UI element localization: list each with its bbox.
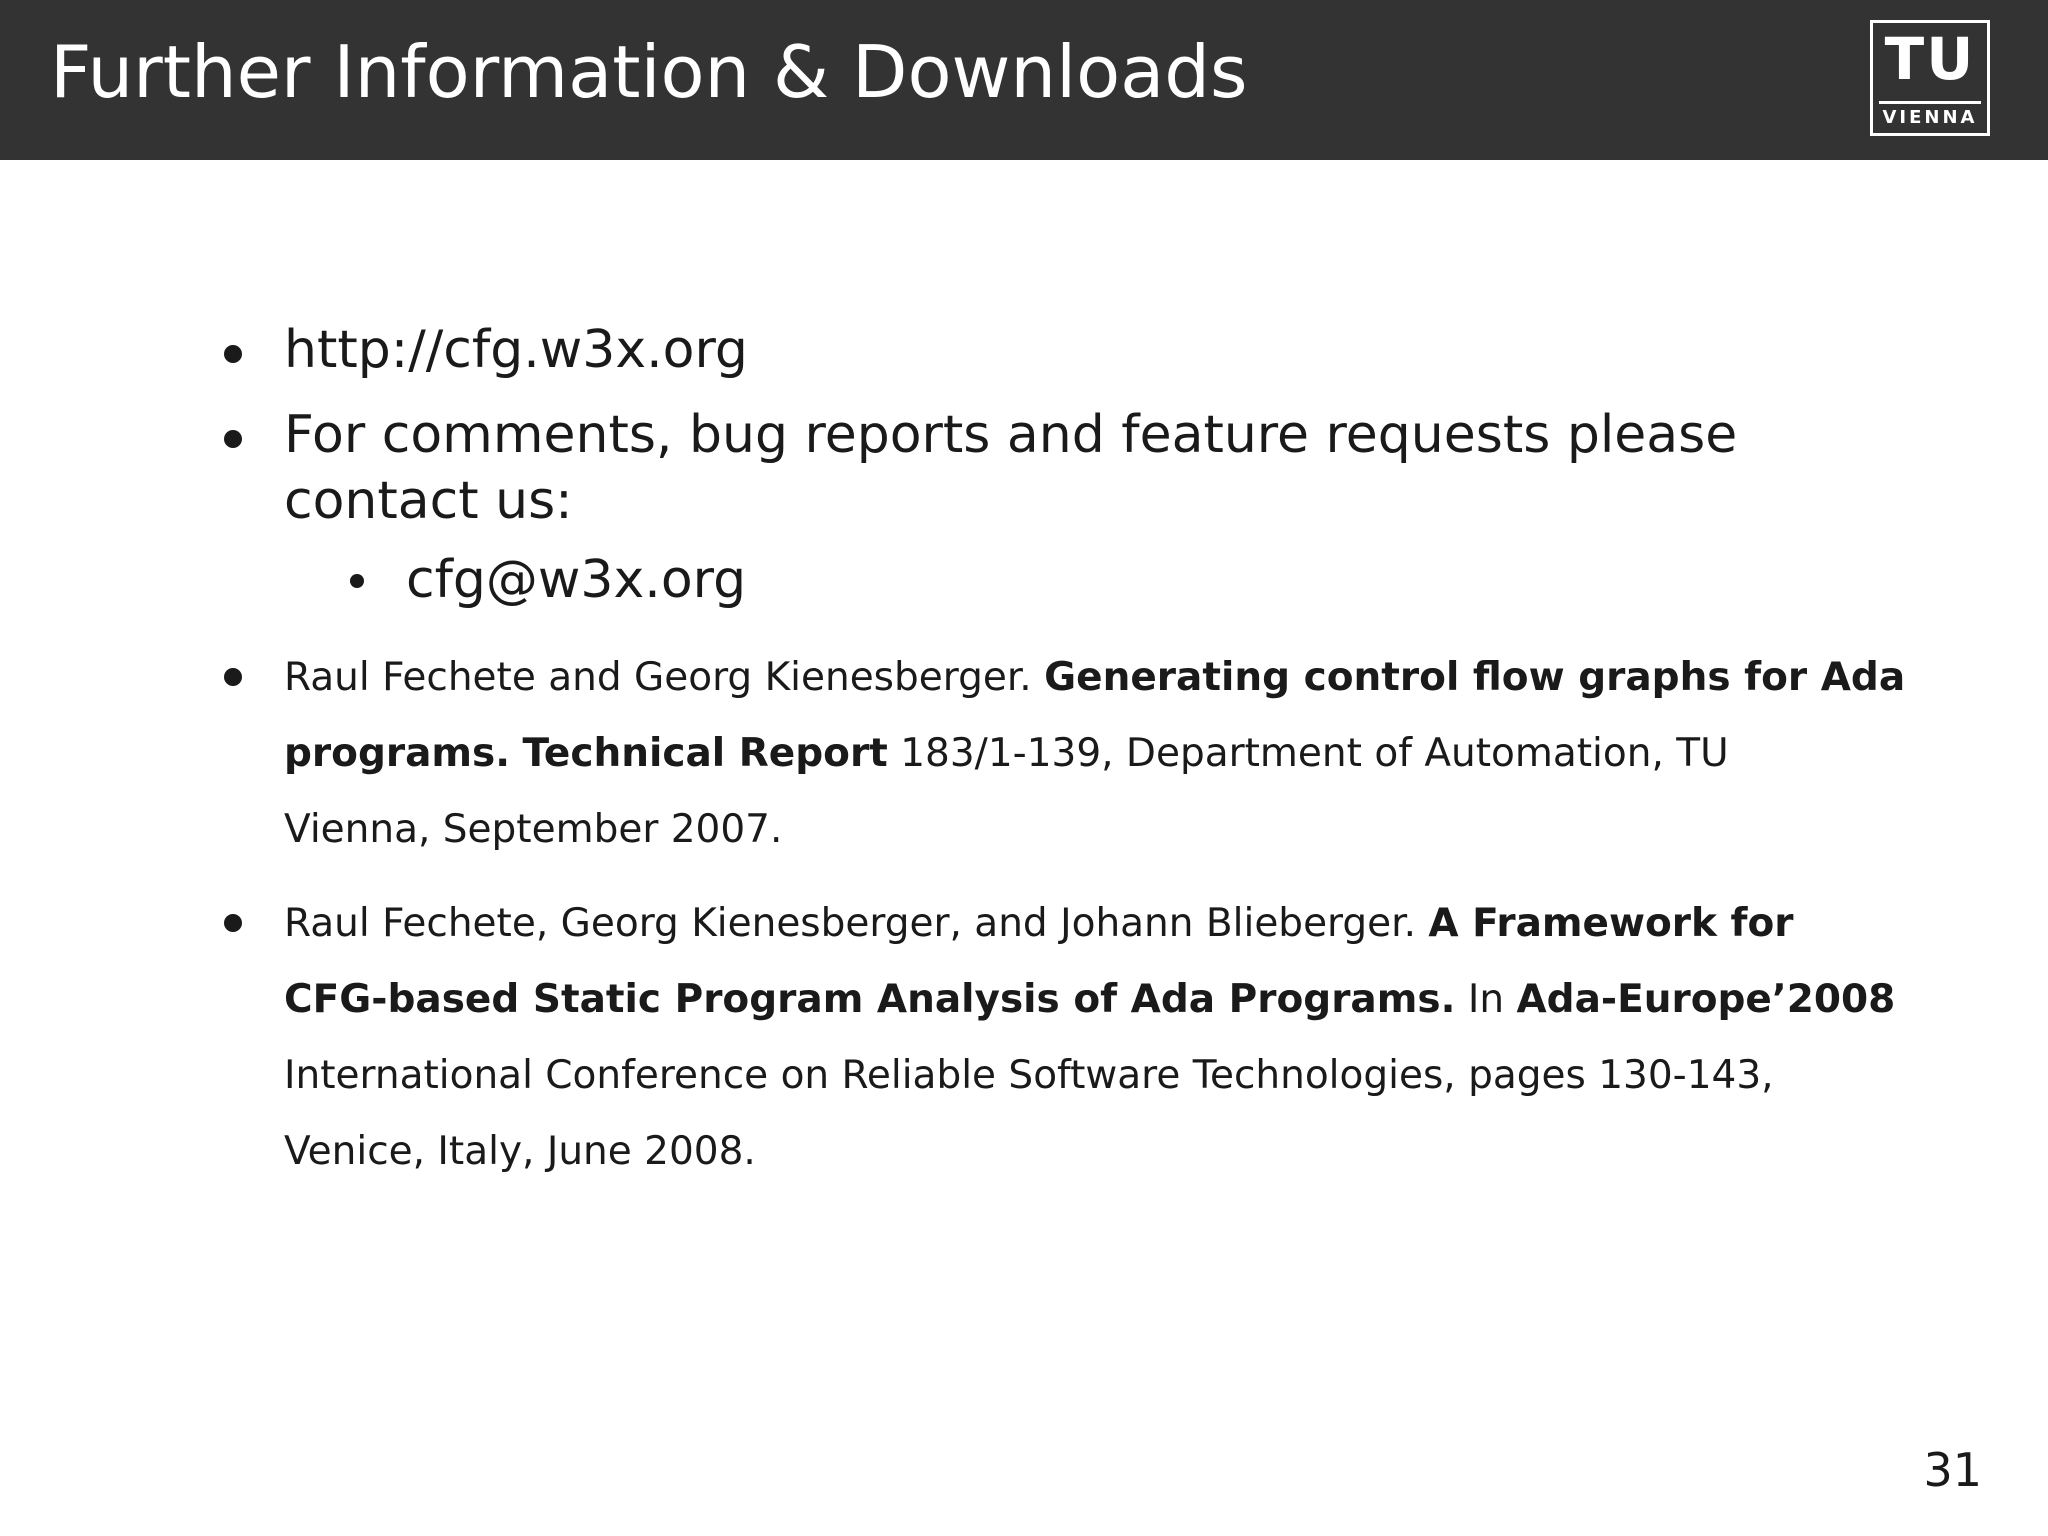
- ref1-title-part2: programs.: [284, 731, 511, 776]
- ref2-authors: Raul Fechete, Georg Kienesberger, and Johann Blieberger.: [284, 901, 1417, 946]
- ref2-line3: International Conference on Reliable Software Technologies, pages 130-143,: [284, 1053, 1774, 1098]
- sub-bullet-icon: [350, 574, 364, 588]
- bullet-icon: [224, 914, 242, 932]
- ref2-venue: Ada-Europe’2008: [1516, 977, 1896, 1022]
- page-number: 31: [1923, 1443, 1982, 1497]
- ref1-title-part1: Generating control flow graphs for Ada: [1044, 655, 1906, 700]
- contact-text-line1: For comments, bug reports and feature requests please: [284, 405, 1738, 465]
- bullet-icon: [224, 345, 242, 363]
- bullet-icon: [224, 430, 242, 448]
- email-link[interactable]: cfg@w3x.org: [406, 550, 747, 610]
- ref2-line4: Venice, Italy, June 2008.: [284, 1129, 756, 1174]
- ref2-title-part1: A Framework for: [1428, 901, 1794, 946]
- logo-text-sub: VIENNA: [1882, 107, 1978, 128]
- ref1-type: Technical Report: [522, 731, 888, 776]
- slide-title: Further Information & Downloads: [50, 30, 1248, 114]
- contact-text-line2: contact us:: [284, 471, 573, 531]
- ref2-line1: [284, 886, 1794, 962]
- website-link[interactable]: http://cfg.w3x.org: [284, 320, 748, 380]
- bullet-icon: [224, 668, 242, 686]
- ref1-details: 183/1-139, Department of Automation, TU: [900, 731, 1729, 776]
- ref2-title-part2: CFG-based Static Program Analysis of Ada Programs.: [284, 977, 1456, 1022]
- ref2-line2: [284, 962, 1895, 1038]
- ref1-line2: [284, 716, 1729, 792]
- ref2-in: In: [1467, 977, 1505, 1022]
- ref1-line1: [284, 640, 1905, 716]
- ref1-authors: Raul Fechete and Georg Kienesberger.: [284, 655, 1032, 700]
- logo-text-main: TU: [1884, 25, 1976, 93]
- ref1-line3: Vienna, September 2007.: [284, 807, 783, 852]
